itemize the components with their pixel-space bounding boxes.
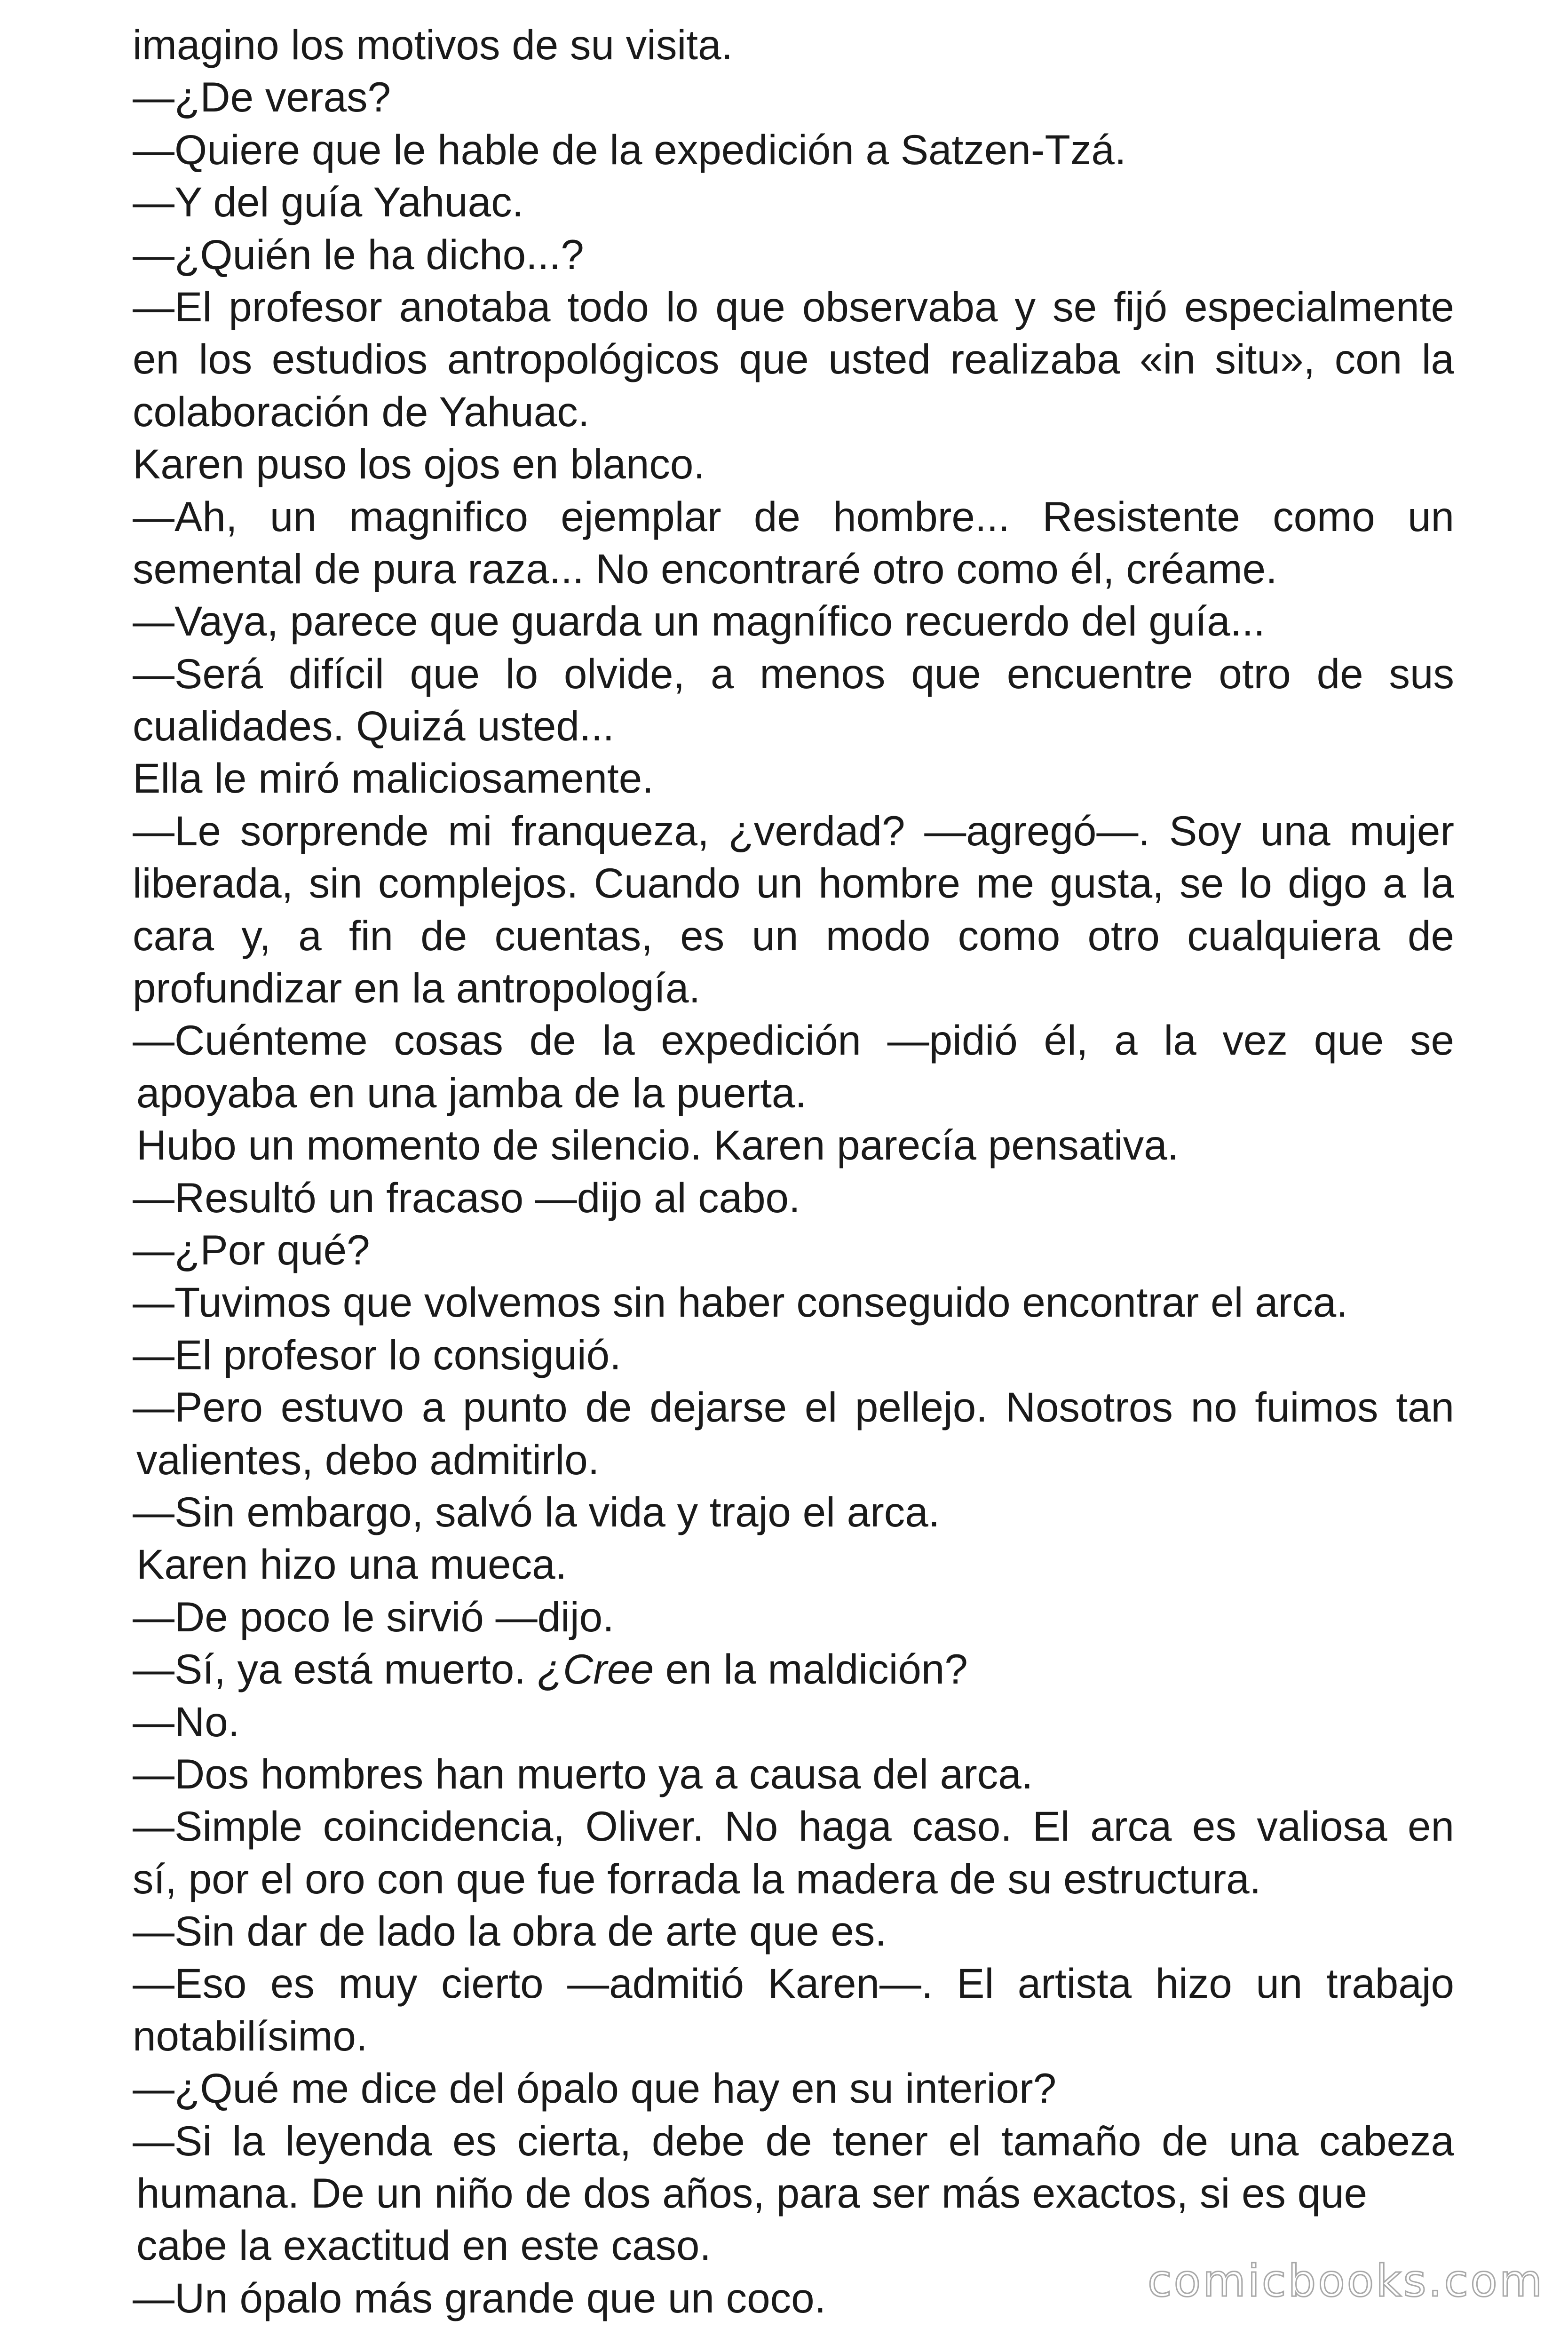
text-line: —Resultó un fracaso —dijo al cabo. — [133, 1174, 800, 1221]
text-line: —Sin embargo, salvó la vida y trajo el arca. — [133, 1488, 940, 1535]
text-line: colaboración de Yahuac. — [133, 388, 590, 435]
text-line: —El profesor lo consiguió. — [133, 1331, 621, 1378]
line-text: en la maldición? — [653, 1645, 968, 1693]
book-page — [133, 19, 1454, 2324]
text-line: —Le sorprende mi franqueza, ¿verdad? —agregó—. Soy una mujer — [133, 807, 1454, 854]
text-line: humana. De un niño de dos años, para ser más exactos, si es que — [136, 2169, 1368, 2217]
text-line: cara y, a fin de cuentas, es un modo como otro cualquiera de — [133, 912, 1454, 959]
text-line: —¿De veras? — [133, 73, 391, 121]
text-line: profundizar en la antropología. — [133, 964, 701, 1012]
text-line: —Ah, un magnifico ejemplar de hombre... Resistente como un — [133, 493, 1454, 540]
text-line: —Cuénteme cosas de la expedición —pidió él, a la vez que se — [133, 1017, 1454, 1064]
text-line: —Si la leyenda es cierta, debe de tener el tamaño de una cabeza — [133, 2117, 1454, 2164]
text-line: —Pero estuvo a punto de dejarse el pellejo. Nosotros no fuimos tan — [133, 1383, 1454, 1431]
text-line: —¿Quién le ha dicho...? — [133, 230, 584, 278]
text-line: —El profesor anotaba todo lo que observaba y se fijó especialmente — [133, 283, 1454, 330]
text-line: notabilísimo. — [133, 2012, 368, 2059]
text-line: —¿Qué me dice del ópalo que hay en su interior? — [133, 2065, 1057, 2112]
text-line: liberada, sin complejos. Cuando un hombre me gusta, se lo digo a la — [133, 859, 1454, 907]
line-text: —Sí, ya está muerto. — [133, 1645, 538, 1693]
text-line: —Simple coincidencia, Oliver. No haga caso. El arca es valiosa en — [133, 1803, 1454, 1850]
text-line: —Vaya, parece que guarda un magnífico recuerdo del guía... — [133, 597, 1265, 645]
text-line — [133, 1643, 1454, 1695]
text-line: apoyaba en una jamba de la puerta. — [136, 1069, 807, 1116]
text-line: sí, por el oro con que fue forrada la madera de su estructura. — [133, 1855, 1261, 1902]
text-line: cabe la exactitud en este caso. — [136, 2222, 712, 2269]
text-line: —¿Por qué? — [133, 1226, 370, 1273]
text-line: en los estudios antropológicos que usted realizaba «in situ», con la — [133, 335, 1454, 383]
text-line: —Será difícil que lo olvide, a menos que encuentre otro de sus — [133, 650, 1454, 697]
text-line: —De poco le sirvió —dijo. — [133, 1593, 614, 1640]
text-line: valientes, debo admitirlo. — [136, 1436, 600, 1483]
text-line: Hubo un momento de silencio. Karen parecía pensativa. — [136, 1121, 1179, 1169]
text-line: —Sin dar de lado la obra de arte que es. — [133, 1907, 887, 1955]
text-line: —Tuvimos que volvemos sin haber conseguido encontrar el arca. — [133, 1279, 1348, 1326]
text-line: semental de pura raza... No encontraré otro como él, créame. — [133, 545, 1277, 592]
text-line: imagino los motivos de su visita. — [133, 21, 733, 68]
text-line: Karen hizo una mueca. — [136, 1541, 567, 1588]
text-line: —Quiere que le hable de la expedición a Satzen-Tzá. — [133, 126, 1126, 173]
text-line: —Eso es muy cierto —admitió Karen—. El artista hizo un trabajo — [133, 1960, 1454, 2007]
text-line: —Un ópalo más grande que un coco. — [133, 2274, 826, 2321]
text-line: —Y del guía Yahuac. — [133, 178, 524, 226]
text-line: Karen puso los ojos en blanco. — [133, 440, 705, 488]
text-line: —No. — [133, 1698, 240, 1745]
emphasized-word: ¿Cree — [537, 1645, 654, 1693]
text-line: —Dos hombres han muerto ya a causa del arca. — [133, 1750, 1033, 1797]
text-line: Ella le miró maliciosamente. — [133, 755, 654, 802]
text-line: cualidades. Quizá usted... — [133, 702, 615, 750]
watermark: comicbooks.com — [1148, 2256, 1544, 2307]
